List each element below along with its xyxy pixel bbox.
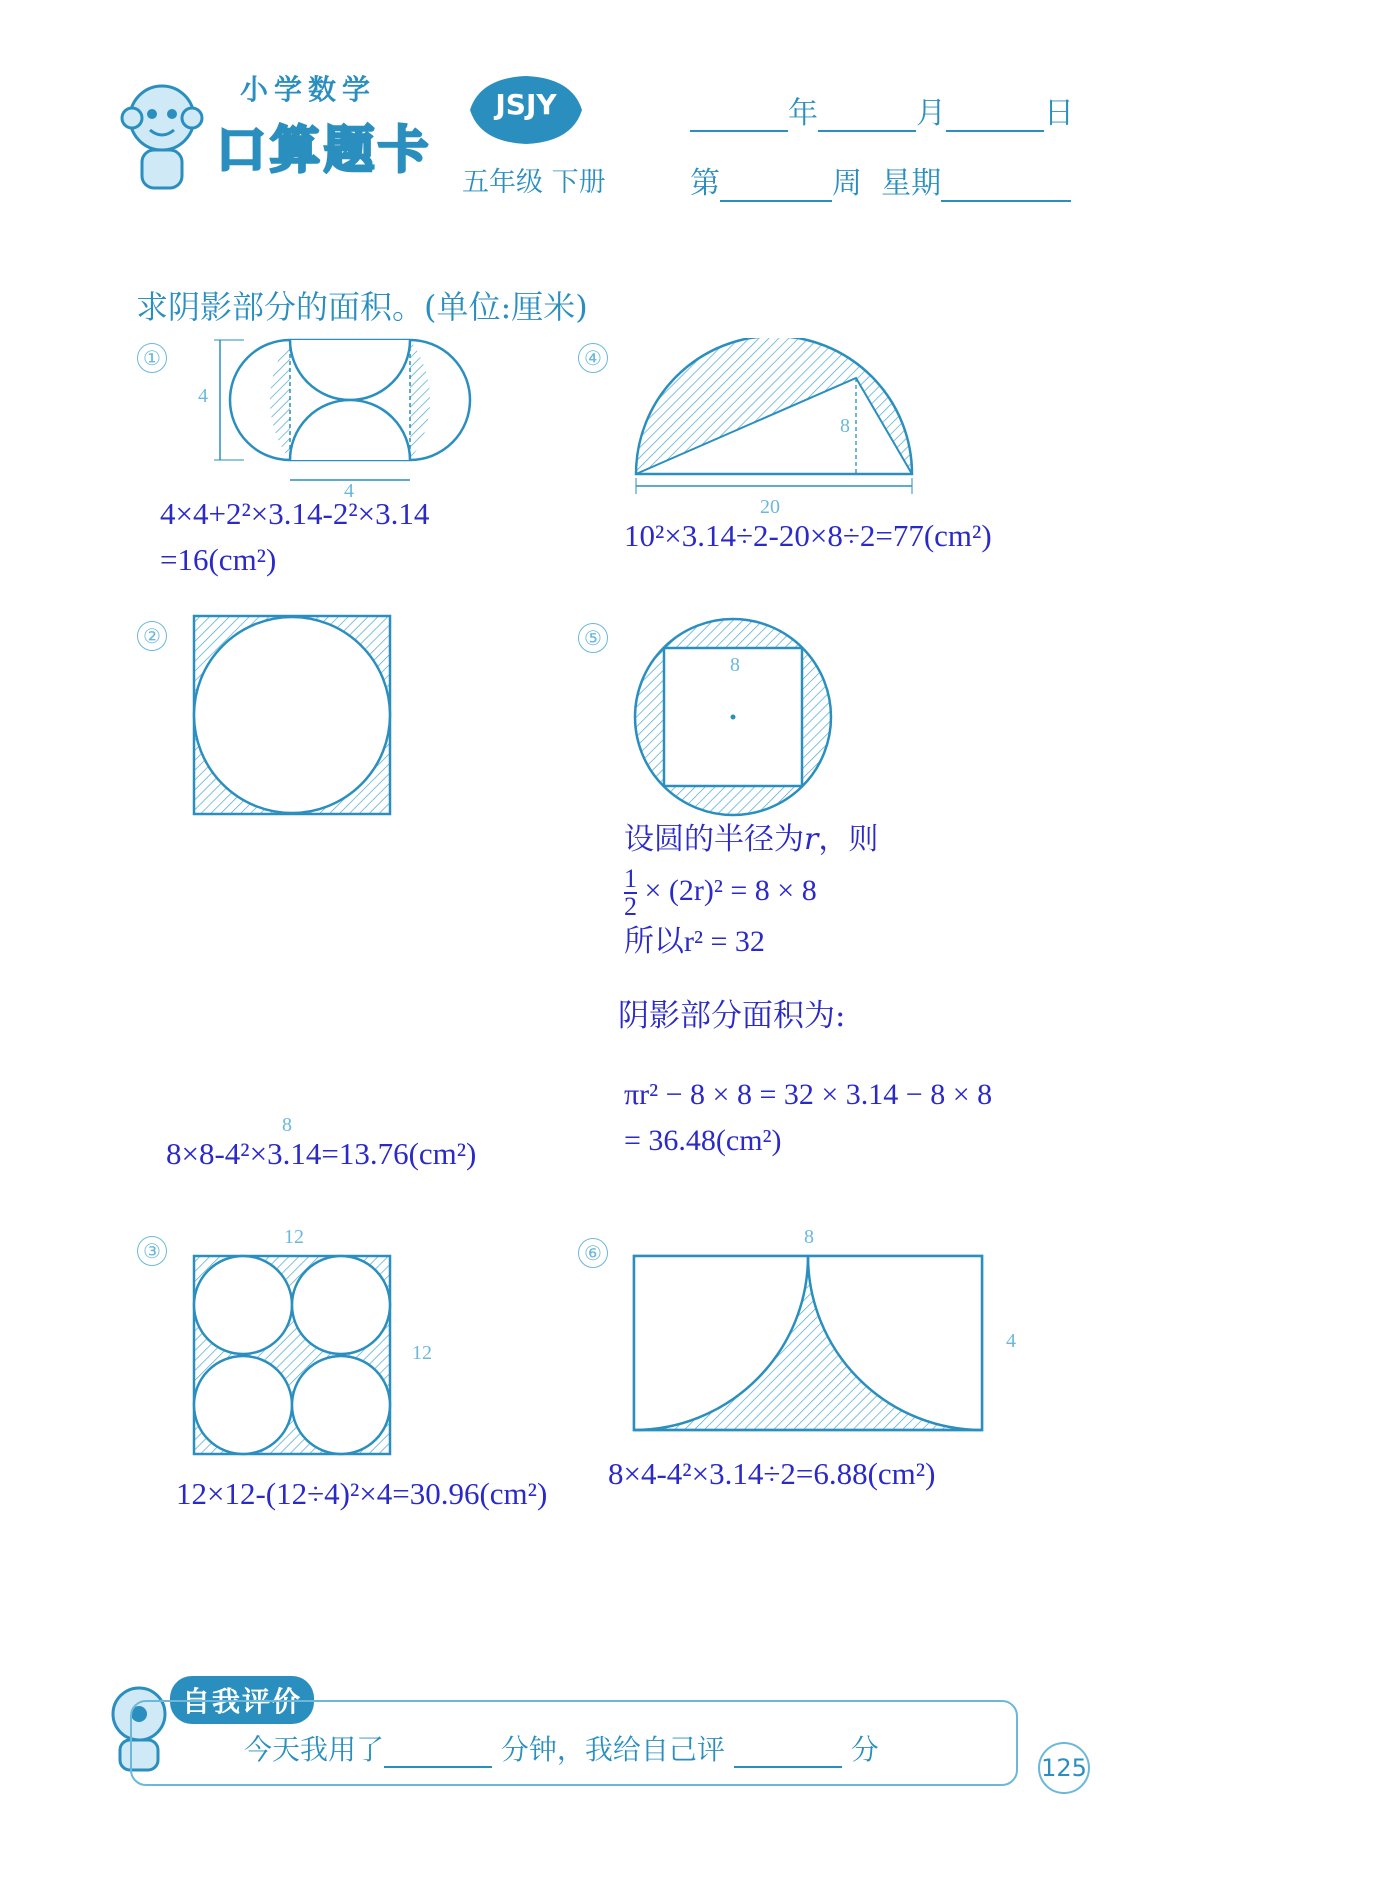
grade-label: 五年级 下册: [462, 167, 606, 198]
eval-text-middle: 分钟，我给自己评: [500, 1733, 725, 1766]
fraction-numerator: 1: [624, 864, 637, 893]
problem-3-dim-top: 12: [284, 1226, 304, 1248]
week-number-blank[interactable]: [720, 168, 832, 202]
problem-2-marker: ②: [137, 621, 167, 651]
week-label: 周: [832, 166, 862, 201]
problem-1-answer-line1: 4×4+2²×3.14-2²×3.14: [160, 496, 430, 531]
problem-5-line4: 阴影部分面积为:: [618, 998, 846, 1034]
weekday-blank[interactable]: [941, 168, 1071, 202]
problem-3-figure: [192, 1254, 394, 1458]
problem-5-marker: ⑤: [578, 623, 608, 653]
problem-5-line3: 所以r² = 32: [624, 925, 765, 958]
problem-3-marker: ③: [137, 1236, 167, 1266]
problem-5-line1-end: ，则: [818, 822, 879, 857]
problem-1-dim-left: 4: [198, 385, 208, 407]
series-subtitle: 小学数学: [240, 73, 377, 106]
page-number: 125: [1038, 1742, 1090, 1794]
problem-5-line6: = 36.48(cm²): [624, 1124, 782, 1157]
problem-6-dim-top: 8: [804, 1226, 814, 1248]
problem-4-marker: ④: [578, 343, 608, 373]
problem-2-answer: 8×8-4²×3.14=13.76(cm²): [166, 1136, 477, 1171]
problem-5-solution: [624, 822, 878, 960]
date-row: [690, 88, 1074, 132]
problem-6-marker: ⑥: [578, 1238, 608, 1268]
problem-1-figure: [180, 330, 500, 510]
badge-text: JSJY: [495, 88, 557, 121]
header: [0, 0, 1400, 220]
week-prefix: 第: [690, 166, 720, 201]
problem-5-fraction: [624, 866, 637, 920]
fraction-denominator: 2: [624, 892, 637, 921]
problem-4-figure: [630, 338, 920, 510]
problem-5-line1-text: 设圆的半径为: [624, 822, 804, 857]
day-blank[interactable]: [946, 98, 1044, 132]
problem-6-answer: 8×4-4²×3.14÷2=6.88(cm²): [608, 1456, 936, 1491]
minutes-blank[interactable]: [384, 1736, 492, 1768]
series-title: 口算题卡: [216, 121, 432, 179]
year-blank[interactable]: [690, 98, 788, 132]
week-row: [690, 158, 1071, 202]
self-evaluation-title: 自我评价: [170, 1676, 314, 1724]
month-label: 月: [916, 96, 946, 131]
problem-4-answer: 10²×3.14÷2-20×8÷2=77(cm²): [624, 518, 992, 553]
eval-text-before: 今天我用了: [244, 1733, 385, 1766]
problem-5-line5: πr² − 8 × 8 = 32 × 3.14 − 8 × 8: [624, 1078, 993, 1111]
year-label: 年: [788, 96, 818, 131]
problem-1-marker: ①: [137, 343, 167, 373]
problem-4-dim-base: 20: [760, 496, 780, 518]
score-blank[interactable]: [734, 1736, 842, 1768]
monkey-mascot-icon: [112, 78, 212, 198]
problem-1-dim-bottom: 4: [344, 480, 354, 502]
weekday-label: 星期: [881, 166, 942, 201]
problem-5-line2: [624, 866, 878, 920]
day-label: 日: [1044, 96, 1074, 131]
problem-5-figure: [630, 614, 836, 820]
problem-5-line1-var: r: [804, 822, 819, 857]
problem-5-dim-side: 8: [730, 654, 740, 676]
self-evaluation-row: [244, 1728, 879, 1768]
problem-6-dim-right: 4: [1006, 1330, 1016, 1352]
problem-1-answer-line2: =16(cm²): [160, 542, 277, 577]
problem-2-dim-below: 8: [282, 1114, 292, 1136]
problem-3-answer: 12×12-(12÷4)²×4=30.96(cm²): [176, 1476, 548, 1511]
problem-6-figure: [632, 1254, 988, 1436]
problem-3-dim-right: 12: [412, 1342, 432, 1364]
problem-5-eq2: × (2r)² = 8 × 8: [644, 873, 817, 907]
problem-4-dim-height: 8: [840, 415, 850, 437]
problem-2-figure: [192, 614, 394, 818]
instruction: 求阴影部分的面积。(单位:厘米): [136, 288, 588, 326]
month-blank[interactable]: [818, 98, 916, 132]
eval-text-after: 分: [850, 1733, 879, 1766]
problem-5-line1: [624, 822, 878, 858]
